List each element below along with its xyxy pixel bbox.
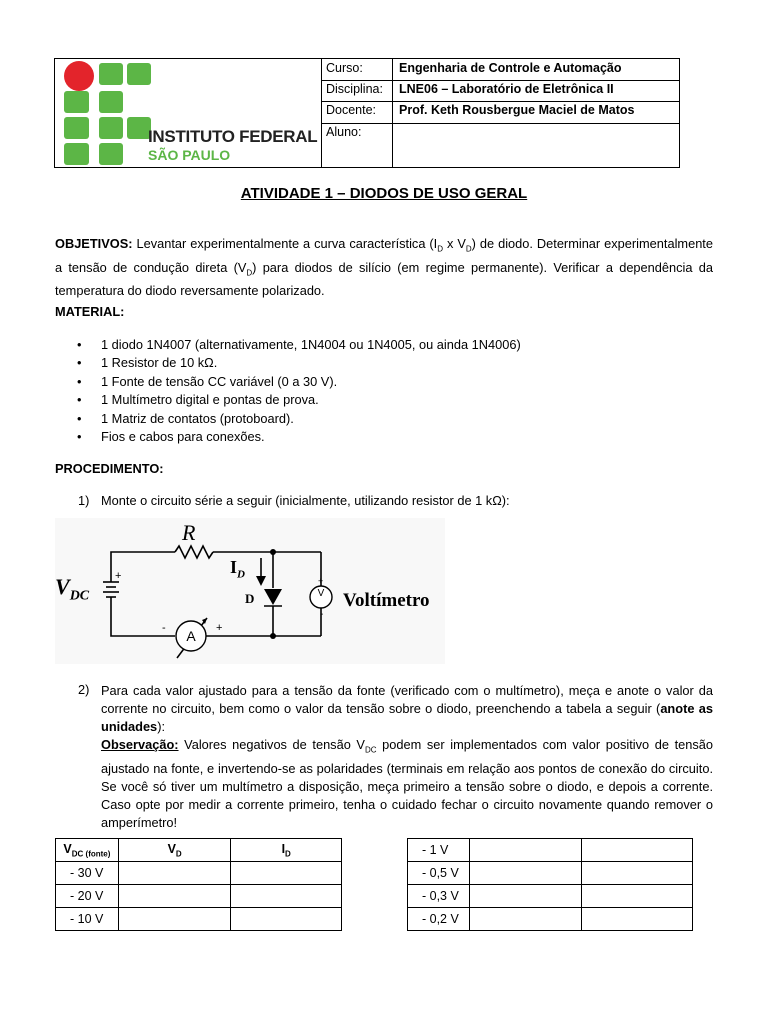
header-text: V xyxy=(167,841,176,856)
id-input-cell[interactable] xyxy=(231,885,342,908)
objectives-paragraph xyxy=(55,235,713,300)
id-input-cell[interactable] xyxy=(231,862,342,885)
header-id xyxy=(231,839,342,862)
step-number: 2) xyxy=(78,682,90,697)
course-label: Curso: xyxy=(321,59,393,80)
id-input-cell[interactable] xyxy=(582,908,693,931)
discipline-value: LNE06 – Laboratório de Eletrônica II xyxy=(399,82,614,96)
teacher-label: Docente: xyxy=(321,101,393,123)
step2-text: ): xyxy=(157,719,166,734)
observation-text: Valores negativos de tensão V xyxy=(178,737,365,752)
step2-text: Para cada valor ajustado para a tensão da fonte (verificado com o multímetro), meça e anote o valor da corrente no circuito, bem como o valor da tensão sobre o diodo, preenchendo a tabela a seguir ( xyxy=(101,683,713,716)
source-plus: + xyxy=(115,570,122,582)
table-row xyxy=(408,839,693,862)
diode-label: D xyxy=(245,591,255,606)
vd-input-cell[interactable] xyxy=(469,839,582,862)
vdc-sub: DC xyxy=(69,588,90,604)
step2-paragraph xyxy=(101,682,713,832)
table-row xyxy=(56,885,342,908)
vdc-label xyxy=(55,574,89,604)
course-row xyxy=(321,59,679,81)
list-item: • 1 Fonte de tensão CC variável (0 a 30 V). xyxy=(101,373,521,391)
institution-campus: SÃO PAULO xyxy=(148,147,231,163)
course-value: Engenharia de Controle e Automação xyxy=(399,61,622,75)
voltmeter-plus: + xyxy=(318,576,324,586)
institution-logo xyxy=(55,59,322,167)
ammeter-minus: - xyxy=(162,622,166,634)
ammeter-plus: + xyxy=(216,622,223,634)
vd-input-cell[interactable] xyxy=(469,908,582,931)
list-item: • Fios e cabos para conexões. xyxy=(101,428,521,446)
id-input-cell[interactable] xyxy=(582,862,693,885)
voltage-cell: - 30 V xyxy=(56,862,119,885)
objectives-text: Levantar experimentalmente a curva característica (I xyxy=(132,236,438,251)
table-row xyxy=(56,862,342,885)
teacher-row xyxy=(321,101,679,124)
measurement-table-1 xyxy=(55,838,342,931)
resistor-label: R xyxy=(182,520,196,545)
list-item: • 1 Resistor de 10 kΩ. xyxy=(101,354,521,372)
objectives-sub: D xyxy=(246,268,253,278)
objectives-label: OBJETIVOS: xyxy=(55,236,133,251)
observation-label: Observação: xyxy=(101,737,179,752)
ammeter-symbol: A xyxy=(186,628,196,644)
list-item: • 1 Matriz de contatos (protoboard). xyxy=(101,410,521,428)
table-header-row xyxy=(56,839,342,862)
header-vdc xyxy=(56,839,119,862)
teacher-value: Prof. Keth Rousbergue Maciel de Matos xyxy=(399,103,635,117)
step2-bold: anote as unidades xyxy=(101,701,713,734)
header-vd xyxy=(118,839,231,862)
list-item: • 1 diodo 1N4007 (alternativamente, 1N4004 ou 1N4005, ou ainda 1N4006) xyxy=(101,336,521,354)
objectives-text: x V xyxy=(443,236,466,251)
voltage-cell: - 0,3 V xyxy=(408,885,470,908)
current-sub: D xyxy=(237,568,245,581)
observation-text: podem ser implementados com valor positivo de tensão ajustado na fonte, e invertendo-se as polaridades (terminais em relação aos pontos de conexão do circuito. Se você só tiver um multímetro a disposição, meça primeiro a tensão sobre o diodo, e depois a corrente. Caso opte por medir a corrente primeiro, tenha o cuidado fechar o circuito novamente quando remover o amperímetro! xyxy=(101,737,713,830)
voltage-cell: - 1 V xyxy=(408,839,470,862)
table-row xyxy=(408,885,693,908)
vd-input-cell[interactable] xyxy=(118,885,231,908)
header-sub: D xyxy=(175,849,182,859)
header-table xyxy=(54,58,680,168)
objectives-text: ) para diodos de silício (em regime permanente). Verificar a dependência da temperatura do diodo reversamente polarizado. xyxy=(55,259,713,299)
voltage-cell: - 0,5 V xyxy=(408,862,470,885)
header-sub: D xyxy=(285,849,291,859)
discipline-row xyxy=(321,80,679,102)
table-row xyxy=(408,862,693,885)
observation-sub: DC xyxy=(364,745,377,755)
material-heading: MATERIAL: xyxy=(55,304,125,319)
student-label: Aluno: xyxy=(321,123,393,167)
objectives-text: ) de diodo. Determinar experimentalmente a tensão de condução direta (V xyxy=(55,236,713,275)
step1-text: Monte o circuito série a seguir (inicialmente, utilizando resistor de 1 kΩ): xyxy=(101,493,510,508)
table-row xyxy=(56,908,342,931)
voltage-cell: - 20 V xyxy=(56,885,119,908)
voltmeter-symbol: V xyxy=(317,588,325,599)
header-text: V xyxy=(63,841,72,856)
id-input-cell[interactable] xyxy=(582,885,693,908)
table-row xyxy=(408,908,693,931)
material-list xyxy=(55,336,521,446)
discipline-label: Disciplina: xyxy=(321,80,393,101)
voltmeter-minus: - xyxy=(320,609,324,620)
current-letter: I xyxy=(230,557,238,577)
step-number: 1) xyxy=(78,493,90,508)
objectives-sub: D xyxy=(437,244,444,254)
vd-input-cell[interactable] xyxy=(118,908,231,931)
institution-name: INSTITUTO FEDERAL xyxy=(148,127,318,146)
header-sub: DC (fonte) xyxy=(71,849,111,859)
student-value[interactable] xyxy=(393,123,679,167)
vdc-letter: V xyxy=(55,574,70,599)
id-input-cell[interactable] xyxy=(231,908,342,931)
id-input-cell[interactable] xyxy=(582,839,693,862)
list-item: • 1 Multímetro digital e pontas de prova. xyxy=(101,391,521,409)
voltage-cell: - 10 V xyxy=(56,908,119,931)
objectives-sub: D xyxy=(465,244,472,254)
procedure-heading: PROCEDIMENTO: xyxy=(55,461,164,476)
measurement-table-2 xyxy=(407,838,693,931)
current-label xyxy=(230,557,245,581)
student-row xyxy=(321,123,679,167)
vd-input-cell[interactable] xyxy=(469,862,582,885)
header-text: I xyxy=(281,841,286,856)
vd-input-cell[interactable] xyxy=(118,862,231,885)
vd-input-cell[interactable] xyxy=(469,885,582,908)
voltmeter-label: Voltímetro xyxy=(343,590,430,611)
voltage-cell: - 0,2 V xyxy=(408,908,470,931)
page-title: ATIVIDADE 1 – DIODOS DE USO GERAL xyxy=(240,185,528,202)
